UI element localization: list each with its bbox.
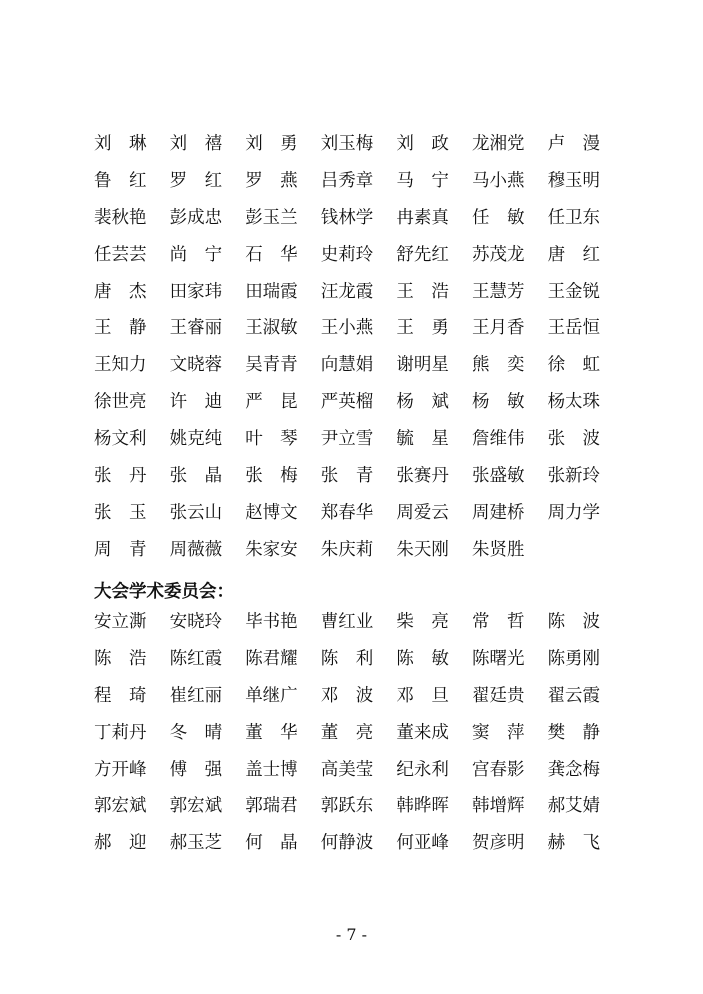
name-entry: 安晓玲 xyxy=(169,611,223,632)
name-entry: 周建桥 xyxy=(471,502,525,523)
page-number: - 7 - xyxy=(335,925,368,944)
name-entry: 唐 红 xyxy=(547,244,601,265)
name-entry: 周爱云 xyxy=(396,502,449,523)
name-entry: 盖士博 xyxy=(245,759,298,780)
name-entry: 冬 晴 xyxy=(169,722,223,743)
name-entry: 杨 敏 xyxy=(471,392,525,413)
name-entry: 赫 飞 xyxy=(547,833,601,854)
name-row xyxy=(94,382,624,419)
name-row xyxy=(94,308,624,345)
name-entry: 龚念梅 xyxy=(547,759,601,780)
name-row xyxy=(94,272,624,309)
name-entry: 郝 迎 xyxy=(94,833,147,854)
name-entry: 刘 禧 xyxy=(169,133,223,154)
name-row xyxy=(94,639,624,676)
name-entry: 严 昆 xyxy=(245,392,298,413)
name-row xyxy=(94,198,624,235)
name-entry: 朱贤胜 xyxy=(471,539,525,560)
name-row xyxy=(94,235,624,272)
name-row xyxy=(94,419,624,456)
name-entry: 向慧娟 xyxy=(320,355,374,376)
name-entry: 窦 萍 xyxy=(471,722,525,743)
name-entry: 陈 敏 xyxy=(396,648,449,669)
name-entry: 何亚峰 xyxy=(396,833,449,854)
name-row xyxy=(94,713,624,750)
name-entry: 王岳恒 xyxy=(547,318,601,339)
name-entry: 张赛丹 xyxy=(396,465,449,486)
name-entry: 任 敏 xyxy=(471,207,525,228)
name-entry: 尚 宁 xyxy=(169,244,223,265)
name-entry: 丁莉丹 xyxy=(94,722,147,743)
name-entry: 张 青 xyxy=(320,465,374,486)
name-entry: 詹维伟 xyxy=(471,429,525,450)
name-entry: 卢 漫 xyxy=(547,133,601,154)
name-entry: 柴 亮 xyxy=(396,611,449,632)
name-entry: 张云山 xyxy=(169,502,223,523)
name-entry: 单继广 xyxy=(245,685,298,706)
name-entry: 杨 斌 xyxy=(396,392,449,413)
name-entry: 张 玉 xyxy=(94,502,147,523)
name-row xyxy=(94,124,624,161)
name-entry: 周 青 xyxy=(94,539,147,560)
name-entry: 张盛敏 xyxy=(471,465,525,486)
name-entry: 邓 波 xyxy=(320,685,374,706)
name-entry: 翟廷贵 xyxy=(471,685,525,706)
name-row xyxy=(94,786,624,823)
name-entry: 郭瑞君 xyxy=(245,796,298,817)
name-row xyxy=(94,676,624,713)
name-entry: 曹红业 xyxy=(320,611,374,632)
name-entry: 马 宁 xyxy=(396,170,449,191)
name-entry: 宫春影 xyxy=(471,759,525,780)
name-entry: 郭宏斌 xyxy=(94,796,147,817)
name-entry: 朱庆莉 xyxy=(320,539,374,560)
name-entry: 王 静 xyxy=(94,318,147,339)
name-entry: 常 哲 xyxy=(471,611,525,632)
name-entry: 彭玉兰 xyxy=(245,207,298,228)
name-entry: 郑春华 xyxy=(320,502,374,523)
name-entry: 熊 奕 xyxy=(471,355,525,376)
name-entry: 马小燕 xyxy=(471,170,525,191)
name-row xyxy=(94,161,624,198)
name-entry: 安立澌 xyxy=(94,611,147,632)
name-entry: 彭成忠 xyxy=(169,207,223,228)
name-entry: 汪龙霞 xyxy=(320,281,374,302)
name-entry: 董 亮 xyxy=(320,722,374,743)
name-entry: 韩增辉 xyxy=(471,796,525,817)
name-entry: 翟云霞 xyxy=(547,685,601,706)
name-list-academic-committee xyxy=(94,602,624,860)
name-row xyxy=(94,602,624,639)
name-entry: 裴秋艳 xyxy=(94,207,147,228)
name-entry: 史莉玲 xyxy=(320,244,374,265)
name-entry: 郭宏斌 xyxy=(169,796,223,817)
name-entry: 许 迪 xyxy=(169,392,223,413)
name-entry: 陈曙光 xyxy=(471,648,525,669)
name-entry: 王金锐 xyxy=(547,281,601,302)
name-entry: 朱天刚 xyxy=(396,539,449,560)
name-list-committee xyxy=(94,124,624,567)
name-entry: 何 晶 xyxy=(245,833,298,854)
name-row xyxy=(94,493,624,530)
name-entry: 任卫东 xyxy=(547,207,601,228)
name-entry: 刘 勇 xyxy=(245,133,298,154)
name-entry: 舒先红 xyxy=(396,244,449,265)
name-entry: 陈 波 xyxy=(547,611,601,632)
name-entry: 邓 旦 xyxy=(396,685,449,706)
name-entry: 张 波 xyxy=(547,429,601,450)
name-entry: 陈君耀 xyxy=(245,648,298,669)
name-entry: 杨太珠 xyxy=(547,392,601,413)
name-entry: 任芸芸 xyxy=(94,244,147,265)
name-entry: 郝玉芝 xyxy=(169,833,223,854)
name-entry: 陈 浩 xyxy=(94,648,147,669)
name-entry: 徐世亮 xyxy=(94,392,147,413)
name-entry: 张 晶 xyxy=(169,465,223,486)
name-entry: 郝艾婧 xyxy=(547,796,601,817)
name-entry: 鲁 红 xyxy=(94,170,147,191)
name-entry: 钱林学 xyxy=(320,207,374,228)
name-entry: 田瑞霞 xyxy=(245,281,298,302)
name-entry: 郭跃东 xyxy=(320,796,374,817)
name-entry: 冉素真 xyxy=(396,207,449,228)
name-entry: 纪永利 xyxy=(396,759,449,780)
name-entry: 周薇薇 xyxy=(169,539,223,560)
name-entry: 周力学 xyxy=(547,502,601,523)
name-entry: 高美莹 xyxy=(320,759,374,780)
name-entry: 陈红霞 xyxy=(169,648,223,669)
name-entry: 杨文利 xyxy=(94,429,147,450)
name-entry: 王 勇 xyxy=(396,318,449,339)
name-entry: 王睿丽 xyxy=(169,318,223,339)
name-entry: 叶 琴 xyxy=(245,429,298,450)
name-entry: 唐 杰 xyxy=(94,281,147,302)
name-entry: 徐 虹 xyxy=(547,355,601,376)
name-entry: 崔红丽 xyxy=(169,685,223,706)
name-entry: 王小燕 xyxy=(320,318,374,339)
name-entry: 陈 利 xyxy=(320,648,374,669)
name-row xyxy=(94,750,624,787)
name-entry: 刘 政 xyxy=(396,133,449,154)
name-entry: 田家玮 xyxy=(169,281,223,302)
name-entry: 穆玉明 xyxy=(547,170,601,191)
name-entry: 韩晔晖 xyxy=(396,796,449,817)
name-entry: 陈勇刚 xyxy=(547,648,601,669)
name-entry: 刘 琳 xyxy=(94,133,147,154)
name-entry: 董来成 xyxy=(396,722,449,743)
name-entry: 贺彦明 xyxy=(471,833,525,854)
name-entry: 石 华 xyxy=(245,244,298,265)
name-entry: 谢明星 xyxy=(396,355,449,376)
name-entry: 吴青青 xyxy=(245,355,298,376)
name-entry: 傅 强 xyxy=(169,759,223,780)
name-entry: 朱家安 xyxy=(245,539,298,560)
name-row xyxy=(94,456,624,493)
name-entry: 程 琦 xyxy=(94,685,147,706)
name-entry: 严英榴 xyxy=(320,392,374,413)
name-entry: 方开峰 xyxy=(94,759,147,780)
name-entry: 罗 红 xyxy=(169,170,223,191)
name-entry: 毓 星 xyxy=(396,429,449,450)
name-entry: 张 梅 xyxy=(245,465,298,486)
name-entry: 毕书艳 xyxy=(245,611,298,632)
name-entry: 龙湘党 xyxy=(471,133,525,154)
name-entry: 董 华 xyxy=(245,722,298,743)
name-entry: 王知力 xyxy=(94,355,147,376)
name-entry: 文晓蓉 xyxy=(169,355,223,376)
name-entry: 王慧芳 xyxy=(471,281,525,302)
name-entry: 尹立雪 xyxy=(320,429,374,450)
name-row xyxy=(94,345,624,382)
name-entry: 吕秀章 xyxy=(320,170,374,191)
name-entry: 苏茂龙 xyxy=(471,244,525,265)
name-entry: 罗 燕 xyxy=(245,170,298,191)
name-entry: 赵博文 xyxy=(245,502,298,523)
name-entry: 姚克纯 xyxy=(169,429,223,450)
name-entry: 张新玲 xyxy=(547,465,601,486)
name-entry: 王淑敏 xyxy=(245,318,298,339)
name-row xyxy=(94,823,624,860)
name-entry: 樊 静 xyxy=(547,722,601,743)
name-entry: 王 浩 xyxy=(396,281,449,302)
name-entry: 张 丹 xyxy=(94,465,147,486)
name-entry: 何静波 xyxy=(320,833,374,854)
name-row xyxy=(94,530,624,567)
name-entry: 王月香 xyxy=(471,318,525,339)
name-entry: 刘玉梅 xyxy=(320,133,374,154)
section-heading: 大会学术委员会： xyxy=(94,582,234,602)
